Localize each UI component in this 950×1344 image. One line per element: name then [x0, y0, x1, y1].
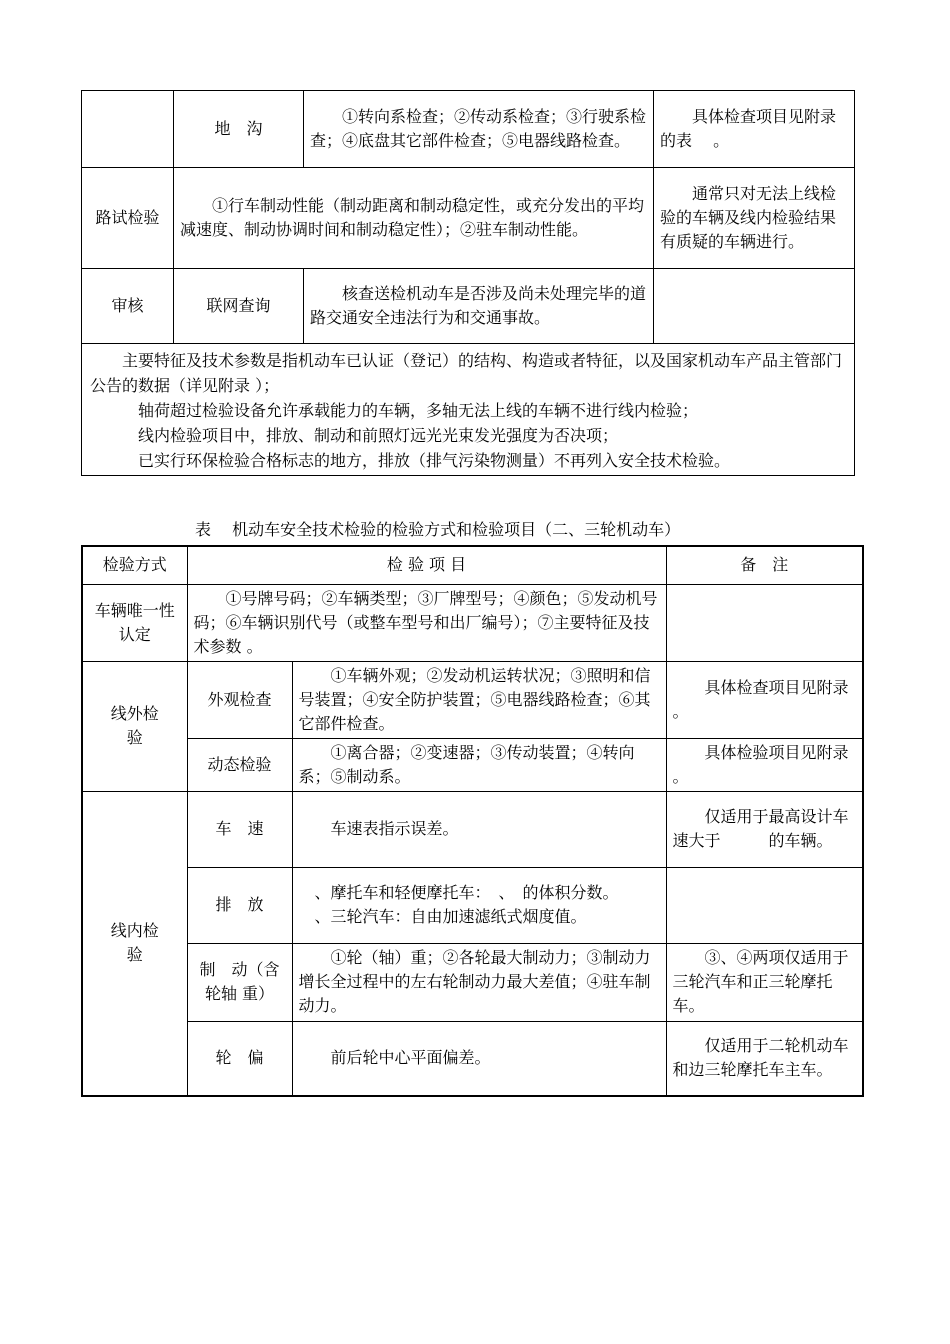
table-header-row [82, 546, 863, 584]
table-row [82, 91, 855, 168]
table-row [82, 269, 855, 344]
table-row [82, 584, 863, 661]
table-cell [82, 661, 187, 791]
notes-row [82, 344, 855, 476]
table-cell: 排 放 [187, 867, 292, 943]
table-cell: ①行车制动性能（制动距离和制动稳定性，或充分发出的平均减速度、制动协调时间和制动稳定性）；②驻车制动性能。 [174, 168, 654, 269]
table-cell [666, 867, 863, 943]
table-cell: 车速表指示误差。 [292, 791, 666, 867]
note-line: 线内检验项目中，排放、制动和前照灯远光光束发光强度为否决项； [138, 426, 619, 445]
table-row [82, 1021, 863, 1096]
group-label: 线内检验 [110, 921, 159, 965]
table-cell: 外观检查 [187, 661, 292, 738]
notes-cell [82, 344, 855, 476]
table-cell: ①车辆外观；②发动机运转状况；③照明和信号装置；④安全防护装置；⑤电器线路检查；⑥其它部件检查。 [292, 661, 666, 738]
table-cell: 通常只对无法上线检验的车辆及线内检验结果有质疑的车辆进行。 [654, 168, 855, 269]
table-cell: 动态检验 [187, 738, 292, 791]
table-cell: 路试检验 [82, 168, 174, 269]
table-row [82, 738, 863, 791]
table-cell [82, 791, 187, 1096]
table-cell: 具体检查项目见附录 的表 。 [654, 91, 855, 168]
table-cell [654, 269, 855, 344]
table-cell: 轮 偏 [187, 1021, 292, 1096]
cell-line: 、摩托车和轻便摩托车： 、 的体积分数。 [314, 883, 619, 902]
table-cell: 审核 [82, 269, 174, 344]
inspection-table-two-three-wheel [81, 545, 864, 1097]
table-cell: ①转向系检查；②传动系检查；③行驶系检查；④底盘其它部件检查；⑤电器线路检查。 [304, 91, 654, 168]
table-cell: ①轮（轴）重；②各轮最大制动力；③制动力增长全过程中的左右轮制动力最大差值；④驻车制动力。 [292, 943, 666, 1021]
table-cell [666, 584, 863, 661]
table-row [82, 867, 863, 943]
table-cell: ③、④两项仅适用于三轮汽车和正三轮摩托车。 [666, 943, 863, 1021]
column-header: 检验方式 [82, 546, 187, 584]
note-line: 已实行环保检验合格标志的地方，排放（排气污染物测量）不再列入安全技术检验。 [138, 451, 731, 470]
table-row [82, 791, 863, 867]
table-row [82, 661, 863, 738]
table-caption: 表 机动车安全技术检验的检验方式和检验项目（二、三轮机动车） [195, 520, 681, 539]
table-cell: 核查送检机动车是否涉及尚未处理完毕的道路交通安全违法行为和交通事故。 [304, 269, 654, 344]
table-cell: ①离合器；②变速器；③传动装置；④转向系；⑤制动系。 [292, 738, 666, 791]
table-row [82, 943, 863, 1021]
column-header: 备 注 [666, 546, 863, 584]
table-cell: 车辆唯一性认定 [82, 584, 187, 661]
table-row [82, 168, 855, 269]
table-cell: 联网查询 [174, 269, 304, 344]
table-cell: 仅适用于最高设计车速大于 的车辆。 [666, 791, 863, 867]
table-cell: 仅适用于二轮机动车和边三轮摩托车主车。 [666, 1021, 863, 1096]
inspection-table-part1 [81, 90, 855, 476]
table-cell: 车 速 [187, 791, 292, 867]
table-cell: 制 动（含轮轴 重） [187, 943, 292, 1021]
table-cell: 具体检验项目见附录 。 [666, 738, 863, 791]
table-cell [292, 867, 666, 943]
note-line: 轴荷超过检验设备允许承载能力的车辆，多轴无法上线的车辆不进行线内检验； [138, 401, 699, 420]
table-cell: ①号牌号码；②车辆类型；③厂牌型号；④颜色；⑤发动机号码；⑥车辆识别代号（或整车型号和出厂编号）；⑦主要特征及技术参数 。 [187, 584, 666, 661]
table-cell: 地 沟 [174, 91, 304, 168]
cell-line: 、三轮汽车：自由加速滤纸式烟度值。 [314, 907, 587, 926]
note-line: 主要特征及技术参数是指机动车已认证（登记）的结构、构造或者特征，以及国家机动车产品主管部门公告的数据（详见附录 ）； [90, 351, 843, 395]
column-header: 检 验 项 目 [187, 546, 666, 584]
table-cell: 前后轮中心平面偏差。 [292, 1021, 666, 1096]
group-label: 线外检验 [110, 704, 159, 747]
table-cell: 具体检查项目见附录 。 [666, 661, 863, 738]
table-cell [82, 91, 174, 168]
